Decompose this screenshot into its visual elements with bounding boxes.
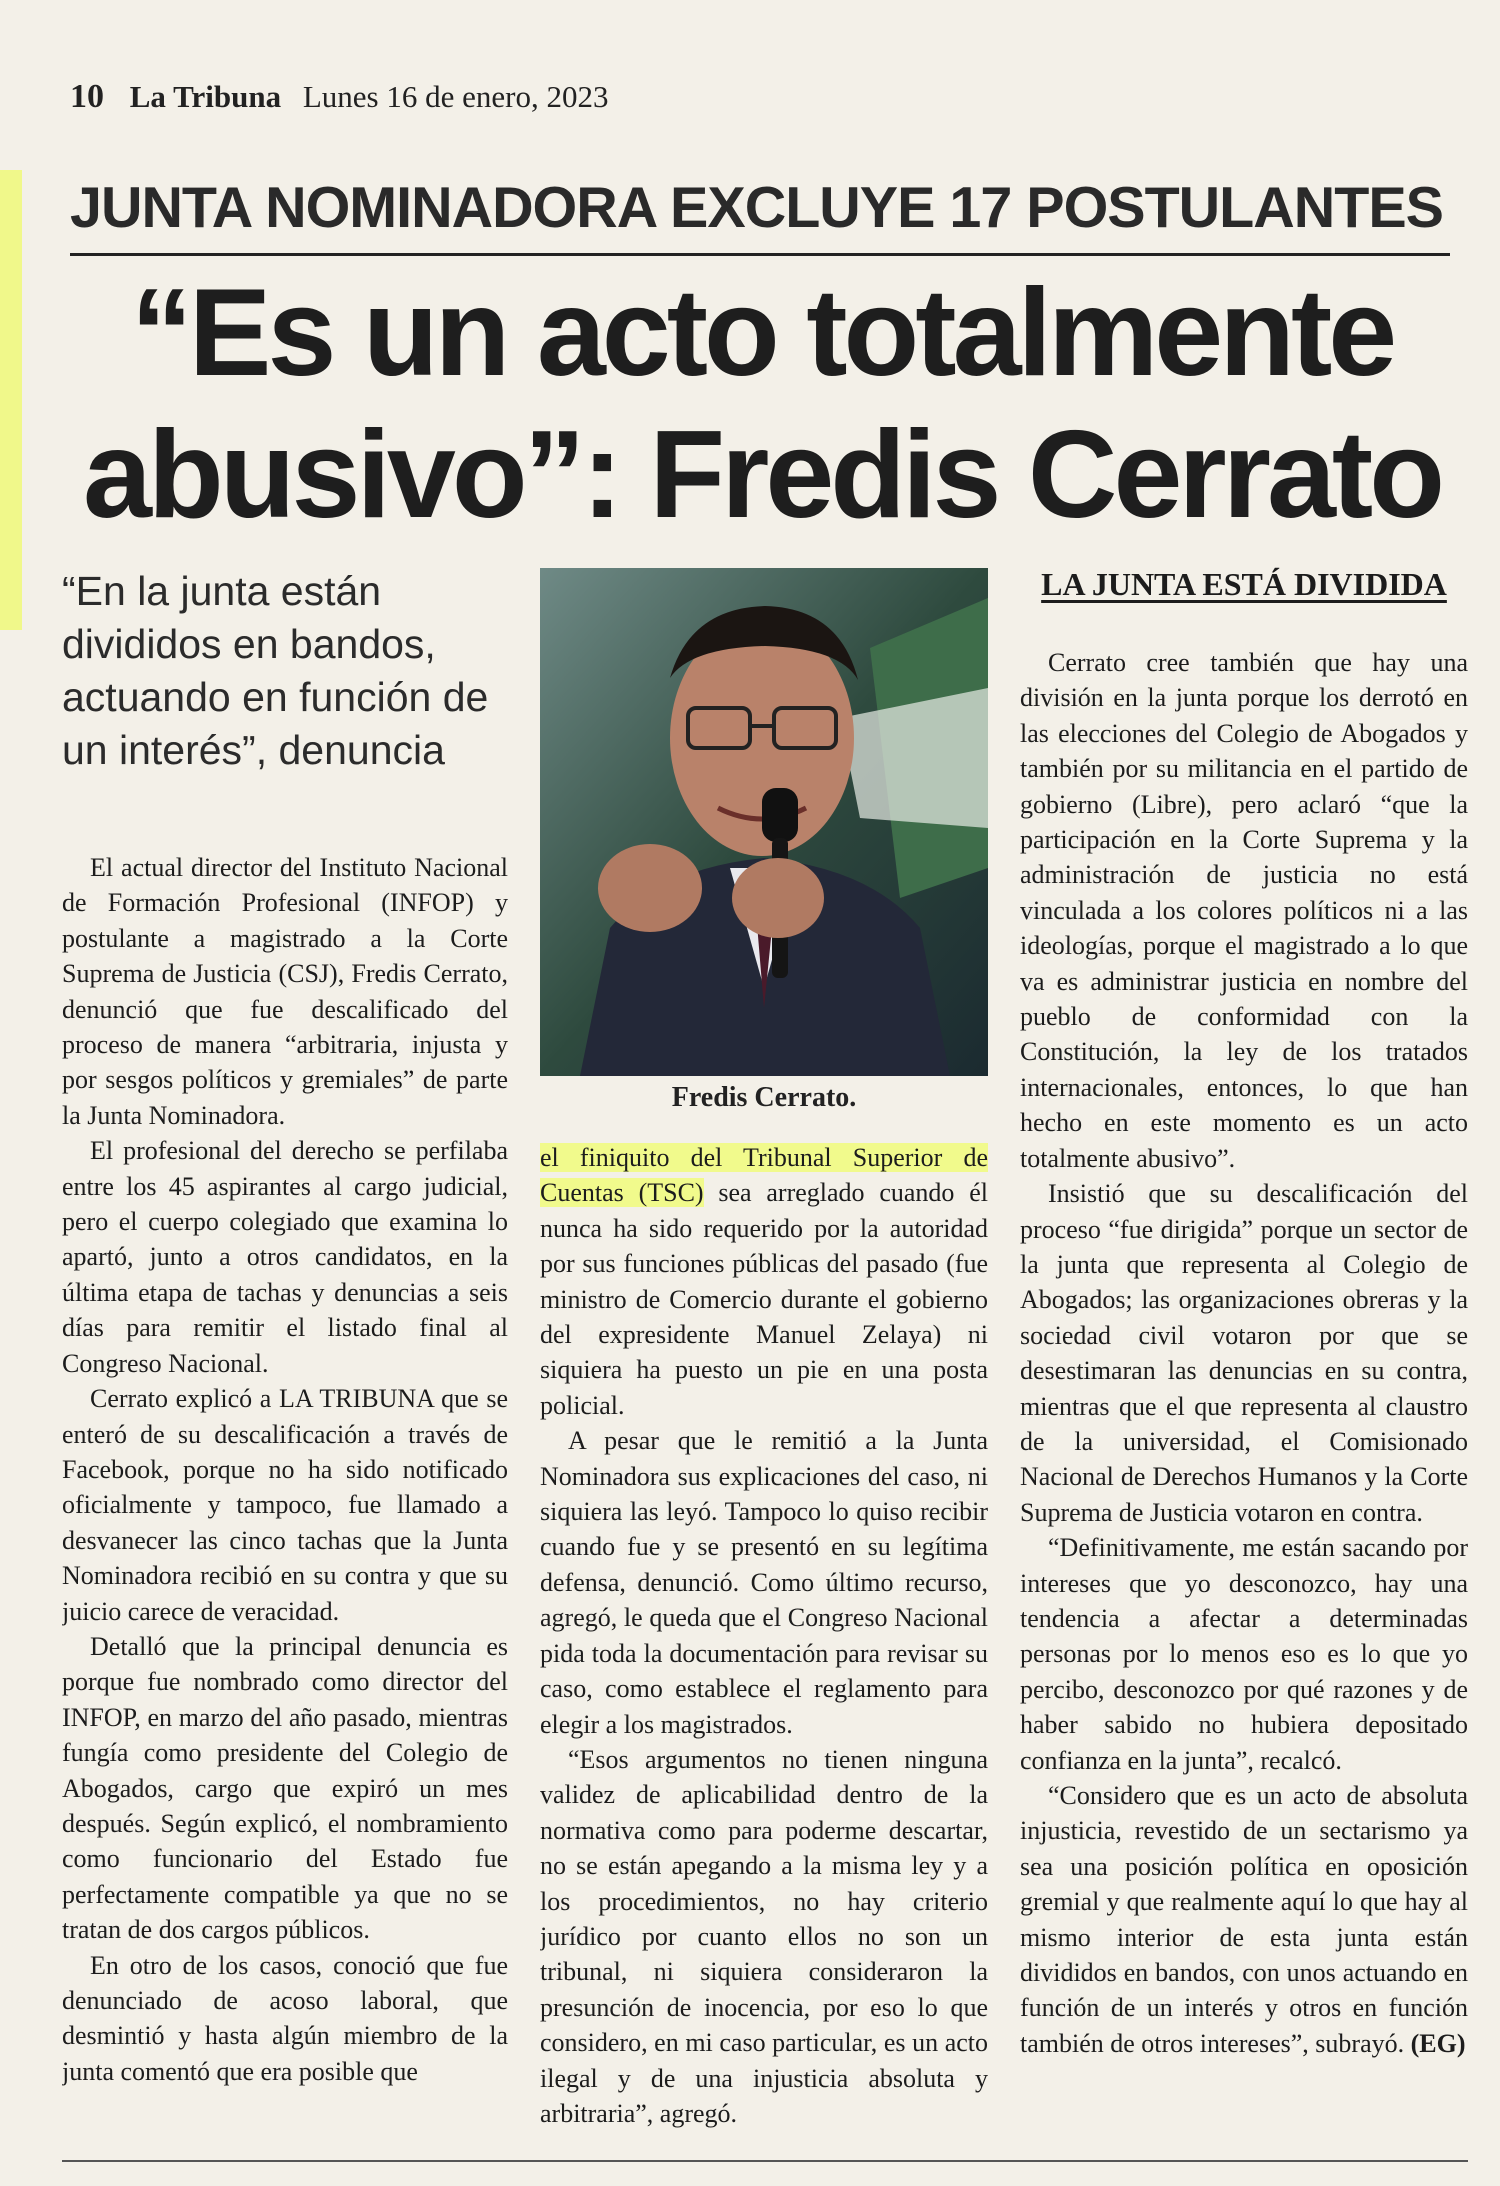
paragraph: “Esos argumentos no tienen ninguna validez de aplicabilidad dentro de la normativa como para poderme descartar, no se están apegando a la misma ley y a los procedimientos, no hay criterio jurídico por cuanto ellos no son un tribunal, ni siquiera consideraron la presunción de inocencia, por eso lo que considero, en mi caso particular, es un acto ilegal y de una injusticia absoluta y arbitraria”, agregó. [540,1744,988,2128]
article-column-1 [62,850,508,2150]
headline-line-2: abusivo”: Fredis Cerrato [83,406,1441,544]
paragraph [540,1140,988,1423]
paragraph: Cerrato cree también que hay una división en la junta porque los derrotó en las elecciones del Colegio de Abogados y también por su militancia en el partido de gobierno (Libre), pero aclaró “que la participación en la Corte Suprema y la administración de justicia no está vinculada a los colores políticos ni a las ideologías, porque el magistrado a lo que va es administrar justicia en nombre del pueblo de conformidad con la Constitución, la ley de los tratados internacionales, entonces, lo que han hecho en este momento es un acto totalmente abusivo”. [1020,648,1468,1173]
closing-paragraph: “Considero que es un acto de absoluta injusticia, revestido de un sectarismo ya sea una posición política en oposición gremial y que realmente aquí lo que hay al mismo interior de esta junta están divididos en bandos, con unos actuando en función de un interés y otros en función también de otros intereses”, subrayó. [1020,1781,1468,2058]
highlighted-text: el finiquito del Tribunal Superior de Cuentas (TSC) [540,1143,988,1208]
portrait-illustration [540,568,988,1076]
paragraph: “Definitivamente, me están sacando por intereses que yo desconozco, hay una tendencia a afectar a determinadas personas por lo menos eso es lo que yo percibo, desconozco por qué razones y de haber sabido no hubiera depositado confianza en la junta”, recalcó. [1020,1533,1468,1775]
newspaper-name: La Tribuna [129,79,282,114]
page-number: 10 [70,78,104,115]
highlighter-mark [0,170,22,630]
page-folio [70,78,1450,118]
section-heading: LA JUNTA ESTÁ DIVIDIDA [1041,566,1447,602]
main-headline [62,262,1462,542]
author-initials: (EG) [1410,2028,1466,2058]
article-column-3 [1020,645,1468,2150]
paragraph: En otro de los casos, conoció que fue denunciado de acoso laboral, que desmintió y hasta algún miembro de la junta comentó que era posible que [62,1950,508,2086]
article-column-2 [540,1140,988,2150]
paragraph: Detalló que la principal denuncia es porque fue nombrado como director del INFOP, en marzo del año pasado, mientras fungía como presidente del Colegio de Abogados, cargo que expiró un mes después. Según explicó, el nombramiento como funcionario del Estado fue perfectamente compatible ya que no se tratan de dos cargos públicos. [62,1631,508,1945]
paragraph-continuation: sea arreglado cuando él nunca ha sido requerido por la autoridad por sus funciones públicas del pasado (fue ministro de Comercio durante el gobierno del expresidente Manuel Zelaya) ni siquiera ha puesto un pie en una posta policial. [540,1178,988,1420]
paragraph: Cerrato explicó a LA TRIBUNA que se enteró de su descalificación a través de Facebook, porque no ha sido notificado oficialmente y tampoco, fue llamado a desvanecer las cinco tachas que la Junta Nominadora recibió en su contra y que su juicio carece de veracidad. [62,1384,508,1626]
issue-date: Lunes 16 de enero, 2023 [302,79,609,114]
subheadline: “En la junta están divididos en bandos, actuando en función de un interés”, denuncia [62,568,489,773]
paragraph [1020,1778,1468,2061]
kicker-headline: JUNTA NOMINADORA EXCLUYE 17 POSTULANTES [70,165,1450,256]
paragraph: El profesional del derecho se perfilaba entre los 45 aspirantes al cargo judicial, pero el cuerpo colegiado que examina lo apartó, junto a otros candidatos, en la última etapa de tachas y denuncias a seis días para remitir el listado final al Congreso Nacional. [62,1136,508,1378]
portrait-photo [540,568,988,1076]
bottom-rule [62,2160,1468,2162]
paragraph: El actual director del Instituto Nacional de Formación Profesional (INFOP) y postulante a magistrado a la Corte Suprema de Justicia (CSJ), Fredis Cerrato, denunció que fue descalificado del proceso de manera “arbitraria, injusta y por sesgos políticos y gremiales” de parte la Junta Nominadora. [62,853,508,1130]
paragraph: A pesar que le remitió a la Junta Nominadora sus explicaciones del caso, ni siquiera las leyó. Tampoco lo quiso recibir cuando fue y se presentó en su legítima defensa, denunció. Como último recurso, agregó, le queda que el Congreso Nacional pida toda la documentación para revisar su caso, como establece el reglamento para elegir a los magistrados. [540,1426,988,1739]
headline-line-1: “Es un acto totalmente [130,264,1394,402]
photo-caption: Fredis Cerrato. [671,1082,857,1113]
paragraph: Insistió que su descalificación del proceso “fue dirigida” porque un sector de la junta que representa al Colegio de Abogados; las organizaciones obreras y la sociedad civil votaron por que se desestimaran las denuncias en su contra, mientras que el que representa al claustro de la universidad, el Comisionado Nacional de Derechos Humanos y la Corte Suprema de Justicia votaron en contra. [1020,1179,1468,1527]
